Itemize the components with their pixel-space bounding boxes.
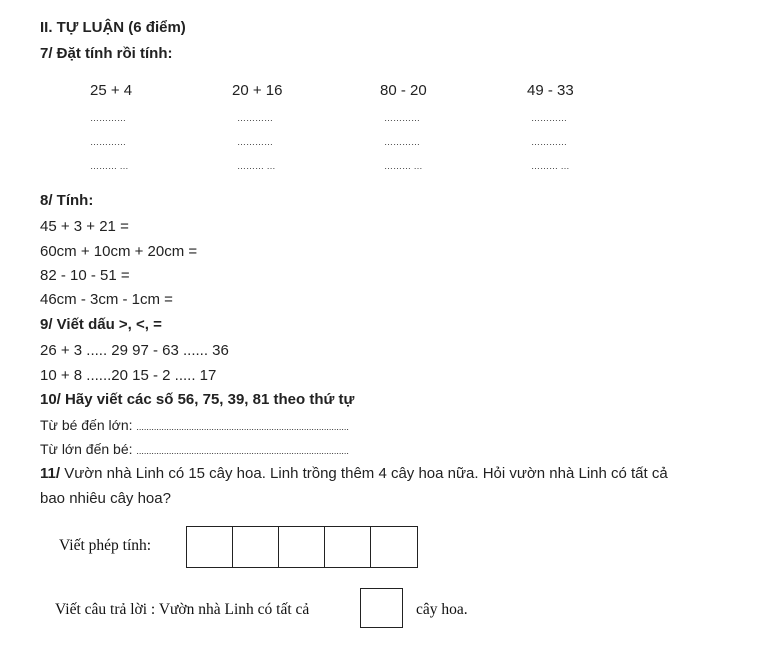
q7-dots-1b: ………… xyxy=(90,137,126,147)
q7-dots-2c: ……… … xyxy=(237,161,276,171)
q11-answer-suffix: cây hoa. xyxy=(416,601,468,618)
q7-dots-4a: ………… xyxy=(531,113,567,123)
q11-text-2: bao nhiêu cây hoa? xyxy=(40,490,171,507)
q11-calc-label: Viết phép tính: xyxy=(59,537,152,554)
q10-descending-dots: ..................................................................................... xyxy=(136,446,349,456)
q7-problem-4: 49 - 33 xyxy=(527,82,574,99)
calc-box-1[interactable] xyxy=(187,527,233,567)
q8-line-4: 46cm - 3cm - 1cm = xyxy=(40,291,173,308)
q11-text-1: Vườn nhà Linh có 15 cây hoa. Linh trồng thêm 4 cây hoa nữa. Hỏi vườn nhà Linh có tất cả xyxy=(60,465,668,482)
q7-dots-1c: ……… … xyxy=(90,161,129,171)
calc-box-2[interactable] xyxy=(233,527,279,567)
q7-problem-1: 25 + 4 xyxy=(90,82,133,99)
calc-box-5[interactable] xyxy=(371,527,417,567)
q7-dots-4c: ……… … xyxy=(531,161,570,171)
q10-ascending-label: Từ bé đến lớn: xyxy=(40,417,133,433)
q10-ascending-row xyxy=(40,417,349,433)
q10-ascending-dots: ..................................................................................... xyxy=(136,422,349,432)
section-title: II. TỰ LUẬN (6 điểm) xyxy=(40,19,186,36)
calc-box-3[interactable] xyxy=(279,527,325,567)
q9-line-1: 26 + 3 ..... 29 97 - 63 ...... 36 xyxy=(40,342,229,359)
q11-problem-line-1 xyxy=(40,465,668,482)
q8-title: 8/ Tính: xyxy=(40,192,94,209)
q11-calc-boxes xyxy=(186,526,418,568)
q7-dots-3b: ………… xyxy=(384,137,420,147)
calc-box-4[interactable] xyxy=(325,527,371,567)
q11-answer-box[interactable] xyxy=(360,588,403,628)
q7-title: 7/ Đặt tính rồi tính: xyxy=(40,45,173,62)
q7-dots-3a: ………… xyxy=(384,113,420,123)
q11-answer-prefix: Viết câu trả lời : Vườn nhà Linh có tất cả xyxy=(55,601,310,618)
q7-problem-2: 20 + 16 xyxy=(232,82,283,99)
q7-dots-2a: ………… xyxy=(237,113,273,123)
q11-number: 11/ xyxy=(40,465,61,482)
q8-line-1: 45 + 3 + 21 = xyxy=(40,218,129,235)
q7-dots-4b: ………… xyxy=(531,137,567,147)
q7-dots-3c: ……… … xyxy=(384,161,423,171)
q7-problem-3: 80 - 20 xyxy=(380,82,427,99)
q8-line-3: 82 - 10 - 51 = xyxy=(40,267,130,284)
q10-descending-row xyxy=(40,441,349,457)
q7-dots-2b: ………… xyxy=(237,137,273,147)
q10-title: 10/ Hãy viết các số 56, 75, 39, 81 theo thứ tự xyxy=(40,391,355,408)
q9-title: 9/ Viết dấu >, <, = xyxy=(40,316,162,333)
q7-dots-1a: ………… xyxy=(90,113,126,123)
q8-line-2: 60cm + 10cm + 20cm = xyxy=(40,243,198,260)
q10-descending-label: Từ lớn đến bé: xyxy=(40,441,133,457)
q9-line-2: 10 + 8 ......20 15 - 2 ..... 17 xyxy=(40,367,217,384)
